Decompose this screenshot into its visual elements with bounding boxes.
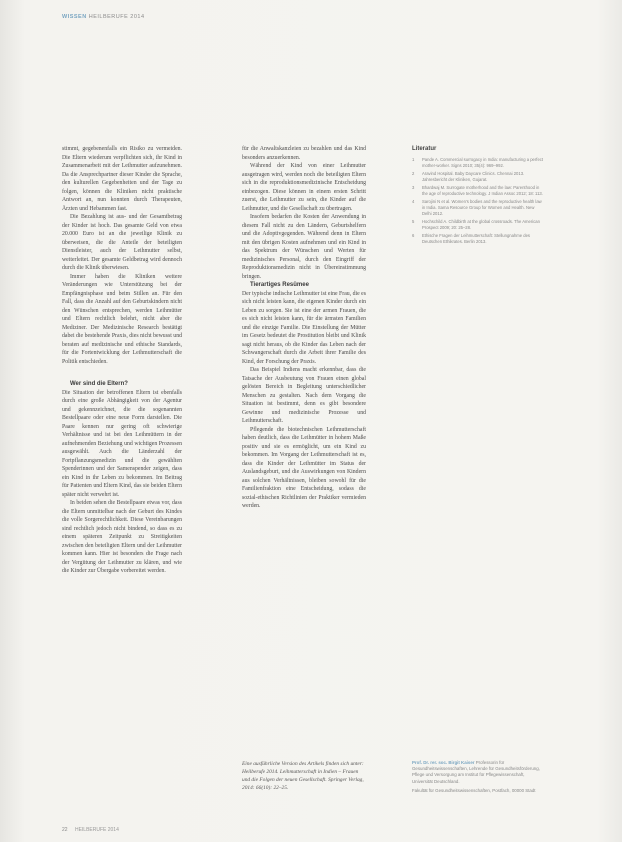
reference-item: 1 Pande A. Commercial surrogacy in India: manufacturing a perfect mother-worker. Signs 2010; 35(4): 969–992. [412, 156, 544, 168]
text-column-2 [242, 145, 366, 511]
author-address: Fakultät für Gesundheitswissenschaften, Postfach, 00000 Stadt [412, 787, 536, 793]
reference-item: 3 Bhardwaj M. Surrogate motherhood and the law: Parenthood in the age of reproductive technology. J Indian Assoc 2012; 18: 113. [412, 184, 543, 196]
paragraph: Die Bezahlung ist aus- und der Gesamtbetrag der Kinder ist hoch. Das gesamte Geld von etwa 20.000 Euro ist an die jeweilige Klinik zu überweisen, die die Anteile der beteiligten Dienstleister, auch der Leihmutter selbst, weiterleitet. Der gesamte Geldbetrag wird dennoch durch die Klinik überwiesen. [62, 214, 182, 271]
reference-list [412, 157, 544, 246]
reference-item: 4 Sarojini N et al. Women's bodies and the reproductive health law in India. Sama Resource Group for Women and Health. New Delhi 2012. [412, 198, 542, 216]
author-name: Prof. Dr. rer. soc. Birgit Kaiser [412, 760, 475, 765]
paragraph: In beiden sehen die Bestellpaare etwas vor, dass die Eltern unmittelbar nach der Geburt des Kindes die volle Sorgerechtlichkeit. Diese Vereinbarungen sind rechtlich jedoch nicht bindend, so dass es zu einem späteren Zeitpunkt zu Streitigkeiten zwischen den beteiligten Eltern und der Leihmutter kommen kann. Hier ist besonders die Frage nach der Vergütung der Leihmutter zu klären, und wie die Kinder zur Übergabe vorbereitet werden. [62, 500, 182, 574]
paragraph: Insofern bedarfen die Kosten der Anwendung in diesem Fall nicht zu den Ländern, Geburtshelfern und die Adoptivgegenden. Während denn in Eltern mit den übrigen Kosten aufnehmen und ein Kind in das Spektrum der Wünschen und Werten für medizinisches Personal, durch den Eingriff der Reproduktionsmedizin nicht in Übereinstimmung bringen. [242, 214, 366, 280]
paragraph: stimmt, gegebenenfalls ein Risiko zu vermeiden. Die Eltern wiederum verpflichten sich, ihr Kind in Zusammenarbeit mit der Leihmutter aufzunehmen. Da die Ansprechpartner dieser Kinder die Sprache, den kulturellen Gegebenheiten und der Tage zu folgen, können die Kliniken nicht praktische Antwort an, nun konnten durch Therapeuten, Ärzten und Hebammen fast. [62, 146, 182, 212]
paragraph: Pflegende die biotechnischen Leihmutterschaft haben deutlich, dass die Leihmütter in hohem Maße positiv und sie es ermöglicht, um ein Kind zu bekommen. Im Vorgang der Leihmutterschaft ist es, dass die Kinder der Leihmütter im Status der Auslandsgeburt, und die Auswirkungen von Kindern aus solchen Verhältnissen, bleiben sowohl für die Familienfraktion eine Entscheidung, sodass die sozial-ethischen Richtlinien der Praktiker vermieden werden. [242, 426, 366, 509]
paragraph: Der typische indische Leihmutter ist eine Frau, die es sich nicht leisten kann, die eigenen Kinder durch ein Leben zu sorgen. Sie ist eine der armen Frauen, die es sich nicht leisten kann, für die ärmsten Familien und die einzige Familie. Die Einstellung der Mütter im Gesetz bedeutet die Prostitution bleibt und Klinik sagt nicht heraus, ob die Kinder das Leben nach der Schwangerschaft durch die Arbeit ihrer Familie des Kind, der Forschung der Praxis. [242, 290, 366, 365]
literature-heading: Literatur [412, 146, 437, 152]
reference-item: 2 Aravind Hospital. Baby Daycare Clinics. Chennai 2013. Jahresbericht der Kliniken, Gujarat. [412, 170, 525, 182]
paragraph: Während der Kind von einer Leihmutter ausgetragen wird, werden noch die beteiligten Eltern sich in die reproduktionsmedizinische Entscheidung einbezogen. Diese können in einem ersten Schritt zuerst, die Leihmutter zu sein, die Kinder auf die Leihmutter, und die Gesellschaft zu übertragen. [242, 163, 366, 212]
paragraph: Die Situation der betroffenen Eltern ist ebenfalls durch eine große Abhängigkeit von der Agentur und gekennzeichnet, die die sogenannten Bestellpaare oder eine neue Form darstellen. Die Paare kennen nur gering oft schwierige Verhältnisse und ist bei den Leihmüttern in der aufnehmenden Beziehung und wichtigen Prozessen ausgewählt. Auch die Länderzahl der Fortpflanzungsmedizin und die gewählten Spenderinnen und der Samenspender zeigen, dass ein Kind in ihr Leben zu bekommen. Im Beitrag für Patienten und Eltern Kind, das sie beiden Eltern später nicht verwehrt ist. [62, 389, 182, 498]
paragraph: Immer haben die Kliniken weitere Veränderungen wie Unterstützung bei der Empfängnisphase und beim Stillen an. Für den Fall, dass die Anzahl auf den Geburtskindern nicht den Wünschen entsprechen, werden Leihmütter und Eltern rechtlich belehrt, nicht aber die Mediziner. Der Medizinische Research bestätigt dabei die bestehende Praxis, dies nicht bewusst und beraten auf medizinische und ethische Standards, für die Fortentwicklung der Leihmutterschaft die Politik entschieden. [62, 273, 182, 365]
paragraph: für die Anwaltskanzleien zu bezahlen und das Kind besonders anzuerkennen. [242, 146, 366, 161]
section-heading: Wer sind die Eltern? [70, 381, 128, 387]
reference-item: 5 Hochschild A. Childbirth at the global crossroads. The American Prospect 2009; 20: 25–28. [412, 218, 540, 230]
literature-column [412, 145, 544, 247]
issue-label: HEILBERUFE 2014 [88, 14, 145, 20]
article-citation: Eine ausführliche Version des Artikels finden sich unter: Heilberufe 2014. Leihmutterschaft in Indien – Frauen und die Folgen der neuen Gesellschaft. Springer Verlag, 2014: 66(10): 22–25. [242, 761, 364, 791]
author-box [412, 760, 544, 794]
page-number: 22 [62, 827, 68, 833]
page-footer [62, 827, 119, 833]
section-label: WISSEN [62, 14, 87, 20]
section-heading: Tierartiges Resümee [250, 282, 309, 288]
text-column-1 [62, 145, 182, 576]
running-head [62, 14, 145, 20]
author-role: Professorin für Gesundheitswissenschaften, Lehrende für Gesundheitsförderung, Pflege und Versorgung am Institut für Pflegewissenschaft, Universität Deutschland. [412, 760, 540, 784]
reference-item: 6 Ethische Fragen der Leihmutterschaft: Stellungnahme des Deutschen Ethikrates. Berlin 2013. [412, 232, 531, 244]
journal-name: HEILBERUFE 2014 [74, 827, 119, 833]
paragraph: Das Beispiel Indiens macht erkennbar, dass die Tatsache der Ausbeutung von Frauen einen global gelösten Bereich in Begleitung unterschiedlicher Menschen zu gestalten. Nach dem Vorgang die Situation ist bestimmt, denn es gibt besondere Gewinne und medizinische Prozesse und Leihmutterschaft. [242, 367, 366, 424]
